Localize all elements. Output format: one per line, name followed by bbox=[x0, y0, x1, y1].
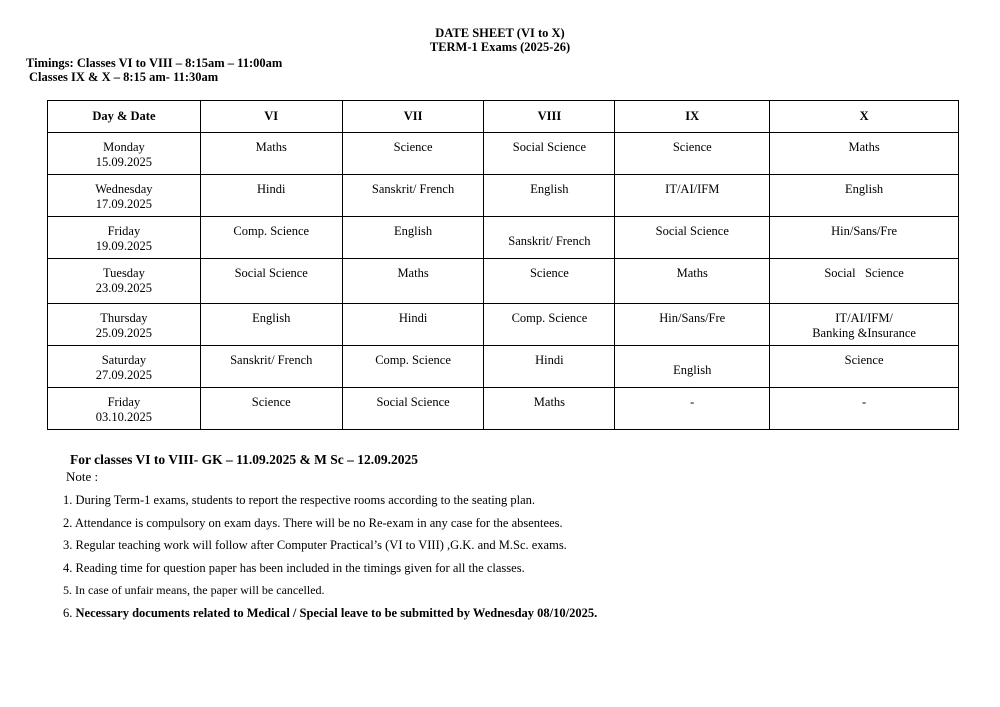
subject-cell-vi: Hindi bbox=[200, 175, 342, 217]
subject-cell-vii: Maths bbox=[342, 259, 484, 304]
day-date-cell bbox=[48, 133, 201, 175]
exam-date: 15.09.2025 bbox=[95, 154, 153, 169]
subject-cell-vi: Sanskrit/ French bbox=[200, 346, 342, 388]
exam-date: 25.09.2025 bbox=[95, 325, 153, 340]
timing-line-ix-x: Classes IX & X – 8:15 am- 11:30am bbox=[29, 70, 219, 84]
date-sheet-table bbox=[47, 100, 959, 430]
subject-cell-x: Social Science bbox=[770, 259, 959, 304]
subject-cell-ix: - bbox=[615, 388, 770, 430]
day-name: Friday bbox=[107, 224, 141, 238]
exam-date: 23.09.2025 bbox=[95, 280, 153, 295]
day-date-cell bbox=[48, 259, 201, 304]
table-header-row bbox=[48, 101, 959, 133]
page-subtitle: TERM-1 Exams (2025-26) bbox=[429, 40, 571, 54]
note-item bbox=[63, 579, 597, 602]
table-row bbox=[48, 388, 959, 430]
exam-date: 17.09.2025 bbox=[95, 196, 153, 211]
note-text: Regular teaching work will follow after Computer Practical’s (VI to VIII) ,G.K. and M.Sc. exams. bbox=[75, 538, 567, 552]
subject-cell-vi: Maths bbox=[200, 133, 342, 175]
timing-line-vi-viii: Timings: Classes VI to VIII – 8:15am – 11:00am bbox=[26, 56, 283, 70]
day-date-cell bbox=[48, 175, 201, 217]
day-name: Saturday bbox=[101, 353, 147, 367]
day-date-cell bbox=[48, 304, 201, 346]
subject-cell-vii: Comp. Science bbox=[342, 346, 484, 388]
subject-cell-x: Maths bbox=[770, 133, 959, 175]
table-row bbox=[48, 346, 959, 388]
subject-cell-x: Science bbox=[770, 346, 959, 388]
table-row bbox=[48, 175, 959, 217]
day-name: Tuesday bbox=[102, 266, 145, 280]
subject-cell-ix: English bbox=[615, 346, 770, 388]
subject-cell-ix: Maths bbox=[615, 259, 770, 304]
column-header-vi: VI bbox=[200, 101, 342, 133]
gk-msc-exam-line: For classes VI to VIII- GK – 11.09.2025 & M Sc – 12.09.2025 bbox=[70, 452, 419, 467]
note-number: 1. bbox=[63, 493, 73, 507]
subject-cell-viii: English bbox=[484, 175, 615, 217]
subject-cell-ix: IT/AI/IFM bbox=[615, 175, 770, 217]
note-text: During Term-1 exams, students to report the respective rooms according to the seating plan. bbox=[75, 493, 536, 507]
subject-cell-viii: Science bbox=[484, 259, 615, 304]
subject-cell-vi: English bbox=[200, 304, 342, 346]
subject-cell-x: - bbox=[770, 388, 959, 430]
note-number: 5. bbox=[63, 583, 72, 597]
note-text: Attendance is compulsory on exam days. There will be no Re-exam in any case for the absentees. bbox=[74, 515, 563, 530]
table-row bbox=[48, 133, 959, 175]
note-item bbox=[63, 489, 597, 512]
subject-cell-vii: Science bbox=[342, 133, 484, 175]
day-name: Friday bbox=[107, 395, 141, 409]
subject-cell-viii: Social Science bbox=[484, 133, 615, 175]
subject-cell-ix: Social Science bbox=[615, 217, 770, 259]
note-number: 4. bbox=[63, 560, 73, 575]
note-text: Necessary documents related to Medical / Special leave to be submitted by Wednesday 08/10/2025. bbox=[75, 605, 598, 620]
day-name: Thursday bbox=[100, 311, 148, 325]
day-name: Monday bbox=[103, 140, 145, 154]
column-header-day-date: Day & Date bbox=[48, 101, 201, 133]
subject-cell-ix: Hin/Sans/Fre bbox=[615, 304, 770, 346]
note-item bbox=[63, 602, 597, 625]
exam-date: 03.10.2025 bbox=[95, 409, 153, 424]
note-item bbox=[63, 512, 597, 535]
column-header-viii: VIII bbox=[484, 101, 615, 133]
note-item bbox=[63, 534, 597, 557]
subject-cell-viii: Maths bbox=[484, 388, 615, 430]
note-number: 3. bbox=[63, 538, 73, 552]
table-row bbox=[48, 304, 959, 346]
note-text: Reading time for question paper has been included in the timings given for all the classes. bbox=[75, 560, 525, 575]
day-date-cell bbox=[48, 217, 201, 259]
subject-cell-vi: Science bbox=[200, 388, 342, 430]
table-row bbox=[48, 259, 959, 304]
subject-cell-vii: Sanskrit/ French bbox=[342, 175, 484, 217]
subject-cell-vi: Social Science bbox=[200, 259, 342, 304]
notes-list bbox=[63, 489, 597, 624]
column-header-x: X bbox=[770, 101, 959, 133]
subject-cell-x: Hin/Sans/Fre bbox=[770, 217, 959, 259]
subject-cell-viii: Comp. Science bbox=[484, 304, 615, 346]
subject-cell-viii: Hindi bbox=[484, 346, 615, 388]
note-label: Note : bbox=[66, 469, 99, 484]
subject-cell-x: English bbox=[770, 175, 959, 217]
subject-cell-viii: Sanskrit/ French bbox=[484, 217, 615, 259]
day-date-cell bbox=[48, 388, 201, 430]
column-header-vii: VII bbox=[342, 101, 484, 133]
day-date-cell bbox=[48, 346, 201, 388]
table-row bbox=[48, 217, 959, 259]
page-title: DATE SHEET (VI to X) bbox=[435, 26, 565, 40]
subject-cell-vii: English bbox=[342, 217, 484, 259]
day-name: Wednesday bbox=[95, 182, 153, 196]
note-text: In case of unfair means, the paper will be cancelled. bbox=[75, 583, 325, 597]
subject-cell-x: IT/AI/IFM/ Banking &Insurance bbox=[770, 304, 959, 346]
subject-cell-vi: Comp. Science bbox=[200, 217, 342, 259]
exam-date: 27.09.2025 bbox=[95, 367, 153, 382]
exam-date: 19.09.2025 bbox=[95, 238, 153, 253]
note-number: 6. bbox=[63, 605, 73, 620]
subject-cell-vii: Hindi bbox=[342, 304, 484, 346]
note-number: 2. bbox=[63, 515, 73, 530]
note-item bbox=[63, 557, 597, 580]
subject-cell-ix: Science bbox=[615, 133, 770, 175]
column-header-ix: IX bbox=[615, 101, 770, 133]
subject-cell-vii: Social Science bbox=[342, 388, 484, 430]
